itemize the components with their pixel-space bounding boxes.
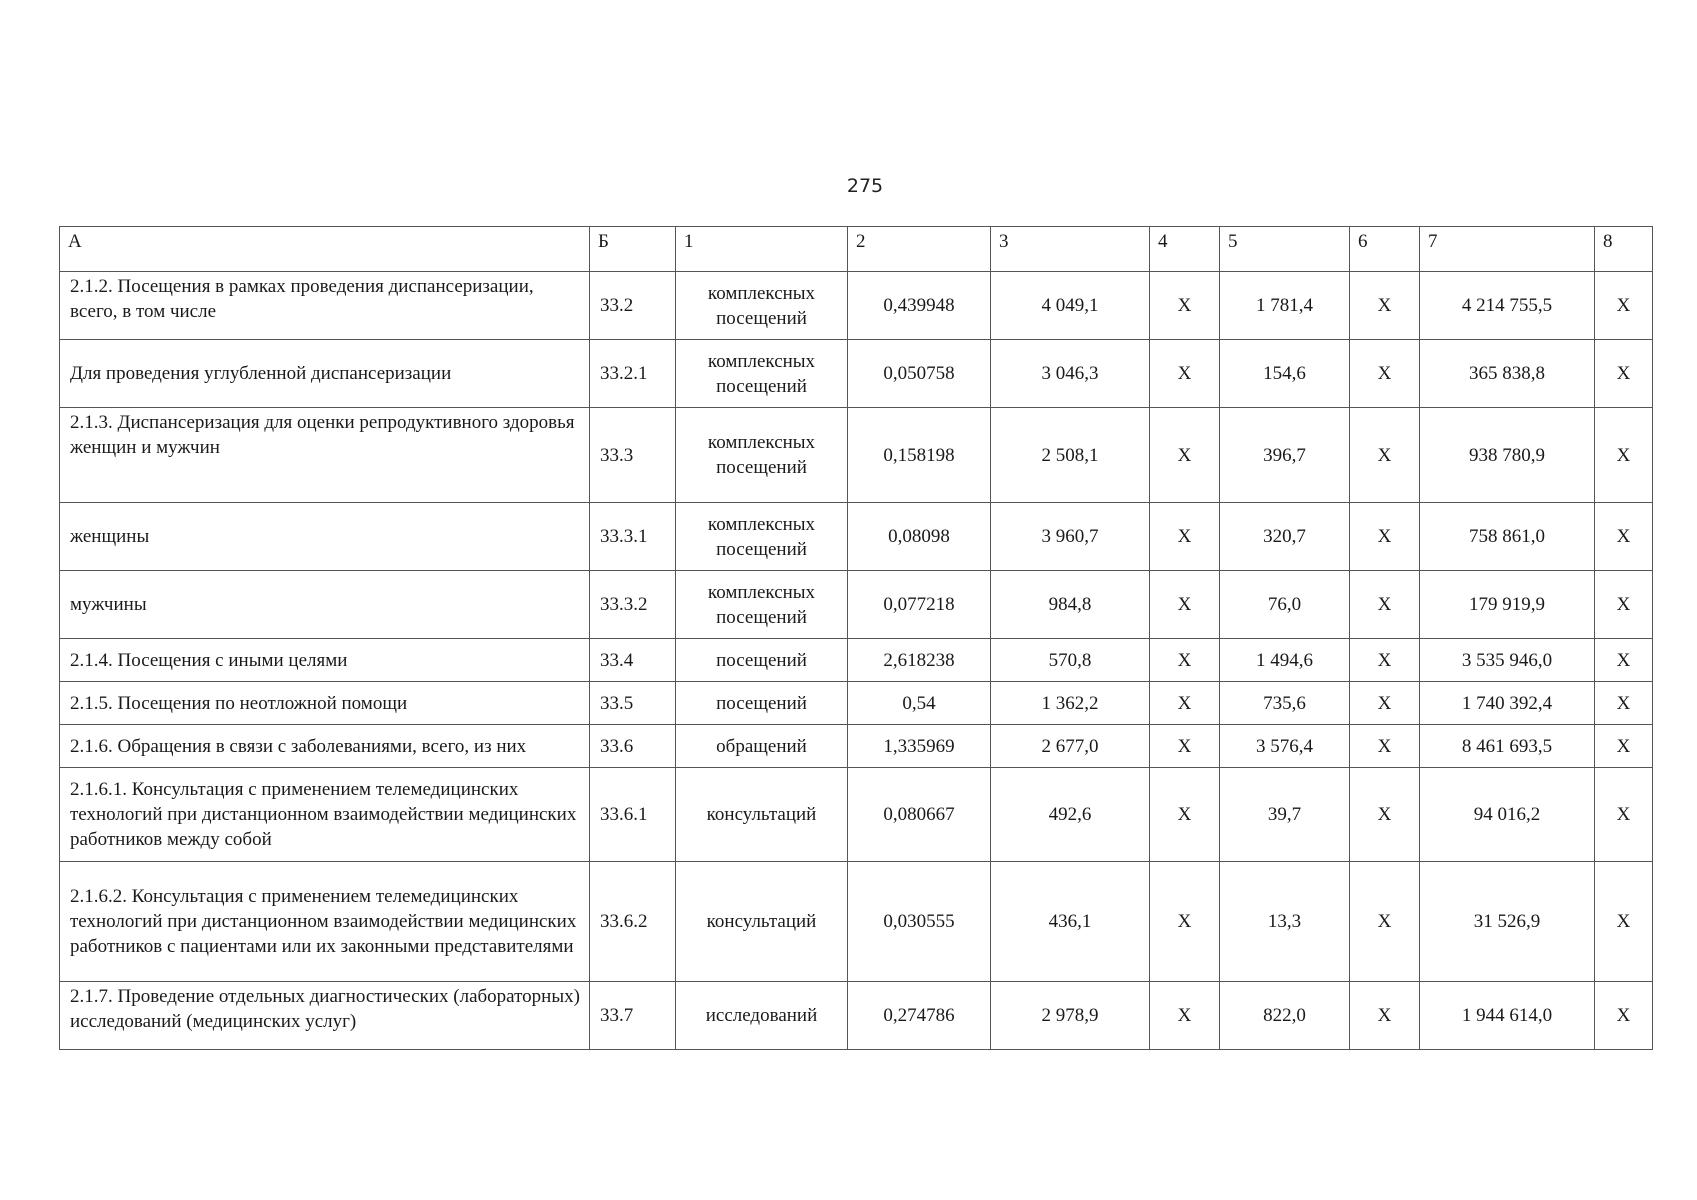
row-col6-cell: Х bbox=[1350, 503, 1420, 571]
row-col6-cell: Х bbox=[1350, 571, 1420, 639]
table-row bbox=[60, 682, 1653, 725]
table-row bbox=[60, 340, 1653, 408]
row-col5-cell: 822,0 bbox=[1220, 982, 1350, 1050]
row-unit-cell: комплексных посещений bbox=[676, 408, 848, 503]
row-col5-cell: 13,3 bbox=[1220, 862, 1350, 982]
table-row bbox=[60, 639, 1653, 682]
table-row bbox=[60, 725, 1653, 768]
table-row bbox=[60, 272, 1653, 340]
row-col7-cell: 758 861,0 bbox=[1420, 503, 1595, 571]
row-unit-cell: консультаций bbox=[676, 768, 848, 862]
row-col4-cell: Х bbox=[1150, 639, 1220, 682]
row-col7-cell: 1 740 392,4 bbox=[1420, 682, 1595, 725]
row-unit-cell: посещений bbox=[676, 639, 848, 682]
row-col3-cell: 4 049,1 bbox=[991, 272, 1150, 340]
row-unit-cell: консультаций bbox=[676, 862, 848, 982]
row-code-cell: 33.3 bbox=[590, 408, 676, 503]
row-col2-cell: 0,439948 bbox=[848, 272, 991, 340]
header-cell-a: А bbox=[60, 227, 590, 272]
row-unit-cell: комплексных посещений bbox=[676, 571, 848, 639]
row-col8-cell: Х bbox=[1595, 272, 1653, 340]
row-col4-cell: Х bbox=[1150, 682, 1220, 725]
row-name-cell: 2.1.4. Посещения с иными целями bbox=[60, 639, 590, 682]
row-col3-cell: 2 508,1 bbox=[991, 408, 1150, 503]
row-col3-cell: 1 362,2 bbox=[991, 682, 1150, 725]
row-col2-cell: 0,274786 bbox=[848, 982, 991, 1050]
row-unit-cell: комплексных посещений bbox=[676, 503, 848, 571]
row-col8-cell: Х bbox=[1595, 340, 1653, 408]
header-cell-5: 5 bbox=[1220, 227, 1350, 272]
row-name-cell: 2.1.2. Посещения в рамках проведения диспансеризации, всего, в том числе bbox=[60, 272, 590, 340]
row-col6-cell: Х bbox=[1350, 725, 1420, 768]
row-col6-cell: Х bbox=[1350, 340, 1420, 408]
row-col2-cell: 1,335969 bbox=[848, 725, 991, 768]
table-row bbox=[60, 862, 1653, 982]
row-col3-cell: 436,1 bbox=[991, 862, 1150, 982]
row-col3-cell: 3 960,7 bbox=[991, 503, 1150, 571]
row-col5-cell: 3 576,4 bbox=[1220, 725, 1350, 768]
data-table bbox=[59, 226, 1653, 1050]
row-col6-cell: Х bbox=[1350, 982, 1420, 1050]
row-col4-cell: Х bbox=[1150, 408, 1220, 503]
header-cell-8: 8 bbox=[1595, 227, 1653, 272]
row-col2-cell: 0,54 bbox=[848, 682, 991, 725]
row-name-cell: 2.1.5. Посещения по неотложной помощи bbox=[60, 682, 590, 725]
row-col2-cell: 0,030555 bbox=[848, 862, 991, 982]
row-col6-cell: Х bbox=[1350, 768, 1420, 862]
row-code-cell: 33.4 bbox=[590, 639, 676, 682]
header-cell-4: 4 bbox=[1150, 227, 1220, 272]
row-unit-cell: посещений bbox=[676, 682, 848, 725]
row-col4-cell: Х bbox=[1150, 571, 1220, 639]
row-col4-cell: Х bbox=[1150, 862, 1220, 982]
row-col7-cell: 8 461 693,5 bbox=[1420, 725, 1595, 768]
row-code-cell: 33.2.1 bbox=[590, 340, 676, 408]
row-col5-cell: 1 781,4 bbox=[1220, 272, 1350, 340]
row-col7-cell: 365 838,8 bbox=[1420, 340, 1595, 408]
row-col5-cell: 396,7 bbox=[1220, 408, 1350, 503]
row-col8-cell: Х bbox=[1595, 862, 1653, 982]
row-col7-cell: 179 919,9 bbox=[1420, 571, 1595, 639]
row-name-cell: 2.1.6.1. Консультация с применением телемедицинских технологий при дистанционном взаимодействии медицинских работников между собой bbox=[60, 768, 590, 862]
row-col2-cell: 0,050758 bbox=[848, 340, 991, 408]
row-code-cell: 33.6 bbox=[590, 725, 676, 768]
row-col5-cell: 39,7 bbox=[1220, 768, 1350, 862]
row-col2-cell: 0,158198 bbox=[848, 408, 991, 503]
table-row bbox=[60, 768, 1653, 862]
row-unit-cell: комплексных посещений bbox=[676, 340, 848, 408]
header-cell-1: 1 bbox=[676, 227, 848, 272]
row-col4-cell: Х bbox=[1150, 725, 1220, 768]
row-code-cell: 33.7 bbox=[590, 982, 676, 1050]
row-col5-cell: 735,6 bbox=[1220, 682, 1350, 725]
row-col8-cell: Х bbox=[1595, 503, 1653, 571]
row-col2-cell: 0,077218 bbox=[848, 571, 991, 639]
row-col8-cell: Х bbox=[1595, 639, 1653, 682]
row-col8-cell: Х bbox=[1595, 682, 1653, 725]
row-col5-cell: 76,0 bbox=[1220, 571, 1350, 639]
row-code-cell: 33.2 bbox=[590, 272, 676, 340]
row-col7-cell: 31 526,9 bbox=[1420, 862, 1595, 982]
row-col5-cell: 1 494,6 bbox=[1220, 639, 1350, 682]
row-col6-cell: Х bbox=[1350, 639, 1420, 682]
row-name-cell: 2.1.3. Диспансеризация для оценки репродуктивного здоровья женщин и мужчин bbox=[60, 408, 590, 503]
row-unit-cell: исследований bbox=[676, 982, 848, 1050]
row-col6-cell: Х bbox=[1350, 682, 1420, 725]
row-col6-cell: Х bbox=[1350, 272, 1420, 340]
header-cell-6: 6 bbox=[1350, 227, 1420, 272]
row-code-cell: 33.6.1 bbox=[590, 768, 676, 862]
row-col2-cell: 0,08098 bbox=[848, 503, 991, 571]
row-col4-cell: Х bbox=[1150, 768, 1220, 862]
row-code-cell: 33.3.1 bbox=[590, 503, 676, 571]
row-col6-cell: Х bbox=[1350, 408, 1420, 503]
table-row bbox=[60, 408, 1653, 503]
row-name-cell: 2.1.6. Обращения в связи с заболеваниями, всего, из них bbox=[60, 725, 590, 768]
header-cell-3: 3 bbox=[991, 227, 1150, 272]
row-name-cell: мужчины bbox=[60, 571, 590, 639]
row-col5-cell: 320,7 bbox=[1220, 503, 1350, 571]
header-cell-2: 2 bbox=[848, 227, 991, 272]
row-col8-cell: Х bbox=[1595, 408, 1653, 503]
row-col8-cell: Х bbox=[1595, 571, 1653, 639]
row-col3-cell: 984,8 bbox=[991, 571, 1150, 639]
page-number: 275 bbox=[846, 175, 884, 197]
header-cell-b: Б bbox=[590, 227, 676, 272]
row-col6-cell: Х bbox=[1350, 862, 1420, 982]
row-code-cell: 33.6.2 bbox=[590, 862, 676, 982]
row-col2-cell: 0,080667 bbox=[848, 768, 991, 862]
row-col4-cell: Х bbox=[1150, 982, 1220, 1050]
row-col3-cell: 3 046,3 bbox=[991, 340, 1150, 408]
row-col7-cell: 1 944 614,0 bbox=[1420, 982, 1595, 1050]
row-name-cell: Для проведения углубленной диспансеризации bbox=[60, 340, 590, 408]
row-unit-cell: обращений bbox=[676, 725, 848, 768]
table-row bbox=[60, 982, 1653, 1050]
row-unit-cell: комплексных посещений bbox=[676, 272, 848, 340]
row-col7-cell: 4 214 755,5 bbox=[1420, 272, 1595, 340]
row-col8-cell: Х bbox=[1595, 768, 1653, 862]
row-col7-cell: 3 535 946,0 bbox=[1420, 639, 1595, 682]
row-code-cell: 33.5 bbox=[590, 682, 676, 725]
row-col5-cell: 154,6 bbox=[1220, 340, 1350, 408]
row-col8-cell: Х bbox=[1595, 982, 1653, 1050]
table-row bbox=[60, 503, 1653, 571]
header-row bbox=[60, 227, 1653, 272]
row-col2-cell: 2,618238 bbox=[848, 639, 991, 682]
row-col4-cell: Х bbox=[1150, 340, 1220, 408]
row-col4-cell: Х bbox=[1150, 272, 1220, 340]
row-name-cell: женщины bbox=[60, 503, 590, 571]
row-col3-cell: 492,6 bbox=[991, 768, 1150, 862]
row-col3-cell: 2 978,9 bbox=[991, 982, 1150, 1050]
row-col3-cell: 570,8 bbox=[991, 639, 1150, 682]
row-col7-cell: 94 016,2 bbox=[1420, 768, 1595, 862]
row-name-cell: 2.1.6.2. Консультация с применением телемедицинских технологий при дистанционном взаимодействии медицинских работников с пациентами или их законными представителями bbox=[60, 862, 590, 982]
row-code-cell: 33.3.2 bbox=[590, 571, 676, 639]
row-name-cell: 2.1.7. Проведение отдельных диагностических (лабораторных) исследований (медицинских услуг) bbox=[60, 982, 590, 1050]
header-cell-7: 7 bbox=[1420, 227, 1595, 272]
row-col3-cell: 2 677,0 bbox=[991, 725, 1150, 768]
row-col8-cell: Х bbox=[1595, 725, 1653, 768]
table-row bbox=[60, 571, 1653, 639]
row-col7-cell: 938 780,9 bbox=[1420, 408, 1595, 503]
row-col4-cell: Х bbox=[1150, 503, 1220, 571]
